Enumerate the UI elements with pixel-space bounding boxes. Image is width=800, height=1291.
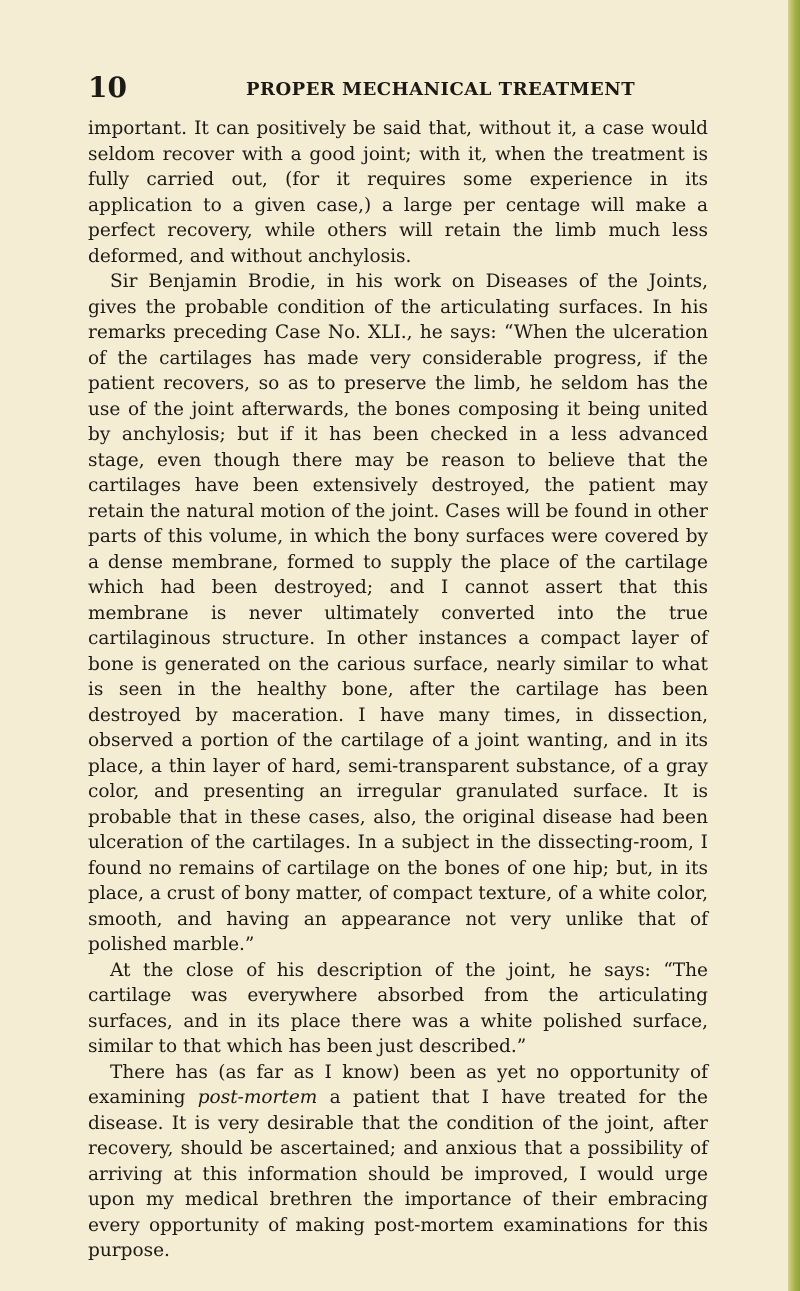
page-number: 10 bbox=[88, 71, 127, 104]
paragraph-4-text-end: a patient that I have treated for the disease. It is very desirable that the condition of the joint, after recovery, should be ascertained; and anxious that a possibility of arriving at this information should be improved, I would urge upon my medical brethren the importance of their embracing every opportunity of making post-mortem examinations for this purpose. bbox=[88, 1087, 708, 1261]
paragraph-4-text-start: There has (as far as I know) been as yet no opportunity of examining bbox=[88, 1061, 708, 1108]
paragraph-4-italic-term: post-mortem bbox=[197, 1087, 318, 1108]
page-edge bbox=[788, 0, 800, 1291]
page-header bbox=[88, 72, 718, 108]
paragraph-2: Sir Benjamin Brodie, in his work on Diseases of the Joints, gives the probable condition of the articulating surfaces. In his remarks preceding Case No. XLI., he says: “When the ulceration of the cartilages has made very considerable progress, if the patient recovers, so as to preserve the limb, he seldom has the use of the joint afterwards, the bones composing it being united by anchylosis; but if it has been checked in a less advanced stage, even though there may be reason to believe that the cartilages have been extensively destroyed, the patient may retain the natural motion of the joint. Cases will be found in other parts of this volume, in which the bony surfaces were covered by a dense membrane, formed to supply the place of the cartilage which had been destroyed; and I cannot assert that this membrane is never ultimately converted into the true cartilaginous structure. In other instances a compact layer of bone is generated on the carious surface, nearly similar to what is seen in the healthy bone, after the cartilage has been destroyed by maceration. I have many times, in dissection, observed a portion of the cartilage of a joint wanting, and in its place, a thin layer of hard, semi-transparent substance, of a gray color, and presenting an irregular granulated surface. It is probable that in these cases, also, the original disease had been ulceration of the cartilages. In a subject in the dissecting-room, I found no remains of cartilage on the bones of one hip; but, in its place, a crust of bony matter, of compact texture, of a white color, smooth, and having an appearance not very unlike that of polished marble.” bbox=[88, 271, 708, 955]
paragraph-1: important. It can positively be said that, without it, a case would seldom recover with a good joint; with it, when the treatment is fully carried out, (for it requires some experience in its application to a given case,) a large per centage will make a perfect recovery, while others will retain the limb much less deformed, and without anchylosis. bbox=[88, 118, 708, 267]
body-text bbox=[88, 116, 708, 1264]
running-title: PROPER MECHANICAL TREATMENT bbox=[246, 79, 636, 100]
paragraph-4 bbox=[88, 1060, 708, 1264]
paragraph-3: At the close of his description of the joint, he says: “The cartilage was everywhere absorbed from the articulating surfaces, and in its place there was a white polished surface, similar to that which has been just described.” bbox=[88, 959, 708, 1057]
